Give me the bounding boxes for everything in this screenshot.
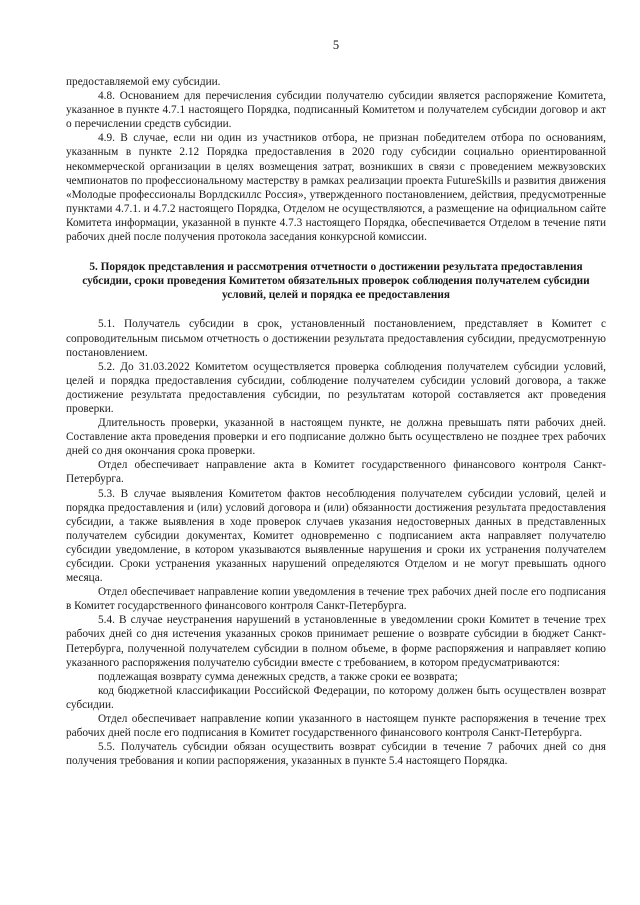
paragraph: предоставляемой ему субсидии. (66, 76, 221, 88)
page-number: 5 (332, 38, 340, 52)
paragraph: Длительность проверки, указанной в настоящем пункте, не должна превышать пяти рабочих дней. Составление акта проведения проверки и его подписание должно быть осуществлено не позднее трех рабочих дней со дня окончания срока проверки. (66, 417, 606, 458)
paragraph: 4.9. В случае, если ни один из участников отбора, не признан победителем отбора по основаниям, указанным в пункте 2.12 Порядка предоставления в 2020 году субсидии социально ориентированной некоммерческой организации в целях возмещения затрат, возникших в связи с проведением межвузовских чемпионатов по профессиональному мастерству в рамках реализации проекта FutureSkills и развития движения «Молодые профессионалы Ворлдскиллс Россия», утвержденного постановлением, действия, предусмотренные пунктами 4.7.1. и 4.7.2 настоящего Порядка, Отделом не осуществляются, а размещение на официальном сайте Комитета информации, указанной в пункте 4.7.3 настоящего Порядка, обеспечивается Отделом в течение пяти рабочих дней после получения протокола заседания конкурсной комиссии. (66, 132, 606, 244)
paragraph: 5.3. В случае выявления Комитетом фактов несоблюдения получателем субсидии условий, целей и порядка предоставления и (или) условий договора и (или) обязанности достижения результата предоставления субсидии, а также выявления в ходе проверок случаев указания недостоверных данных в представленных получателем субсидии документах, Комитет одновременно с подписанием акта направляет получателю субсидии уведомление, в котором указываются выявленные нарушения и сроки их устранения получателем субсидии. Сроки устранения указанных нарушений определяются Отделом и не могут превышать одного месяца. (66, 487, 606, 585)
paragraph: Отдел обеспечивает направление копии указанного в настоящем пункте распоряжения в течение трех рабочих дней после его подписания в Комитет государственного финансового контроля Санкт-Петербурга. (66, 713, 606, 740)
paragraph: 5.4. В случае неустранения нарушений в установленные в уведомлении сроки Комитет в течение трех рабочих дней со дня истечения указанных сроков принимает решение о возврате субсидии в бюджет Санкт-Петербурга, полученной получателем субсидии в полном объеме, в форме распоряжения и направляет копию указанного распоряжения получателю субсидии вместе с требованием, в котором предусматриваются: (66, 614, 606, 669)
paragraph: подлежащая возврату сумма денежных средств, а также сроки ее возврата; (98, 670, 458, 683)
paragraph: Отдел обеспечивает направление копии уведомления в течение трех рабочих дней после его подписания в Комитет государственного финансового контроля Санкт-Петербурга. (66, 586, 606, 613)
top-paragraphs (66, 75, 606, 244)
paragraph: 4.8. Основанием для перечисления субсидии получателю субсидии является распоряжение Комитета, указанное в пункте 4.7.1 настоящего Порядка, подписанный Комитетом и получателем субсидии договор и акт о перечислении средств субсидии. (66, 90, 606, 131)
paragraph: 5.5. Получатель субсидии обязан осуществить возврат субсидии в течение 7 рабочих дней со дня получения требования и копии распоряжения, указанных в пункте 5.4 настоящего Порядка. (66, 741, 606, 768)
paragraph: 5.2. До 31.03.2022 Комитетом осуществляется проверка соблюдения получателем субсидии условий, целей и порядка предоставления субсидии, соблюдение получателем субсидии условий договора, а также достижение результата предоставления субсидии, по результатам которой составляется акт проведения проверки. (66, 360, 606, 415)
section-heading: 5. Порядок представления и рассмотрения отчетности о достижении результата предоставления субсидии, сроки проведения Комитетом обязательных проверок соблюдения получателем субсидии условий, целей и порядка ее предоставления (82, 261, 590, 302)
paragraph: 5.1. Получатель субсидии в срок, установленный постановлением, представляет в Комитет с сопроводительным письмом отчетность о достижении результата предоставления субсидии, предусмотренную постановлением. (66, 318, 606, 359)
bottom-paragraphs (66, 317, 606, 768)
paragraph: код бюджетной классификации Российской Федерации, по которому должен быть осуществлен возврат субсидии. (66, 684, 606, 711)
paragraph: Отдел обеспечивает направление акта в Комитет государственного финансового контроля Санкт-Петербурга. (66, 459, 606, 486)
